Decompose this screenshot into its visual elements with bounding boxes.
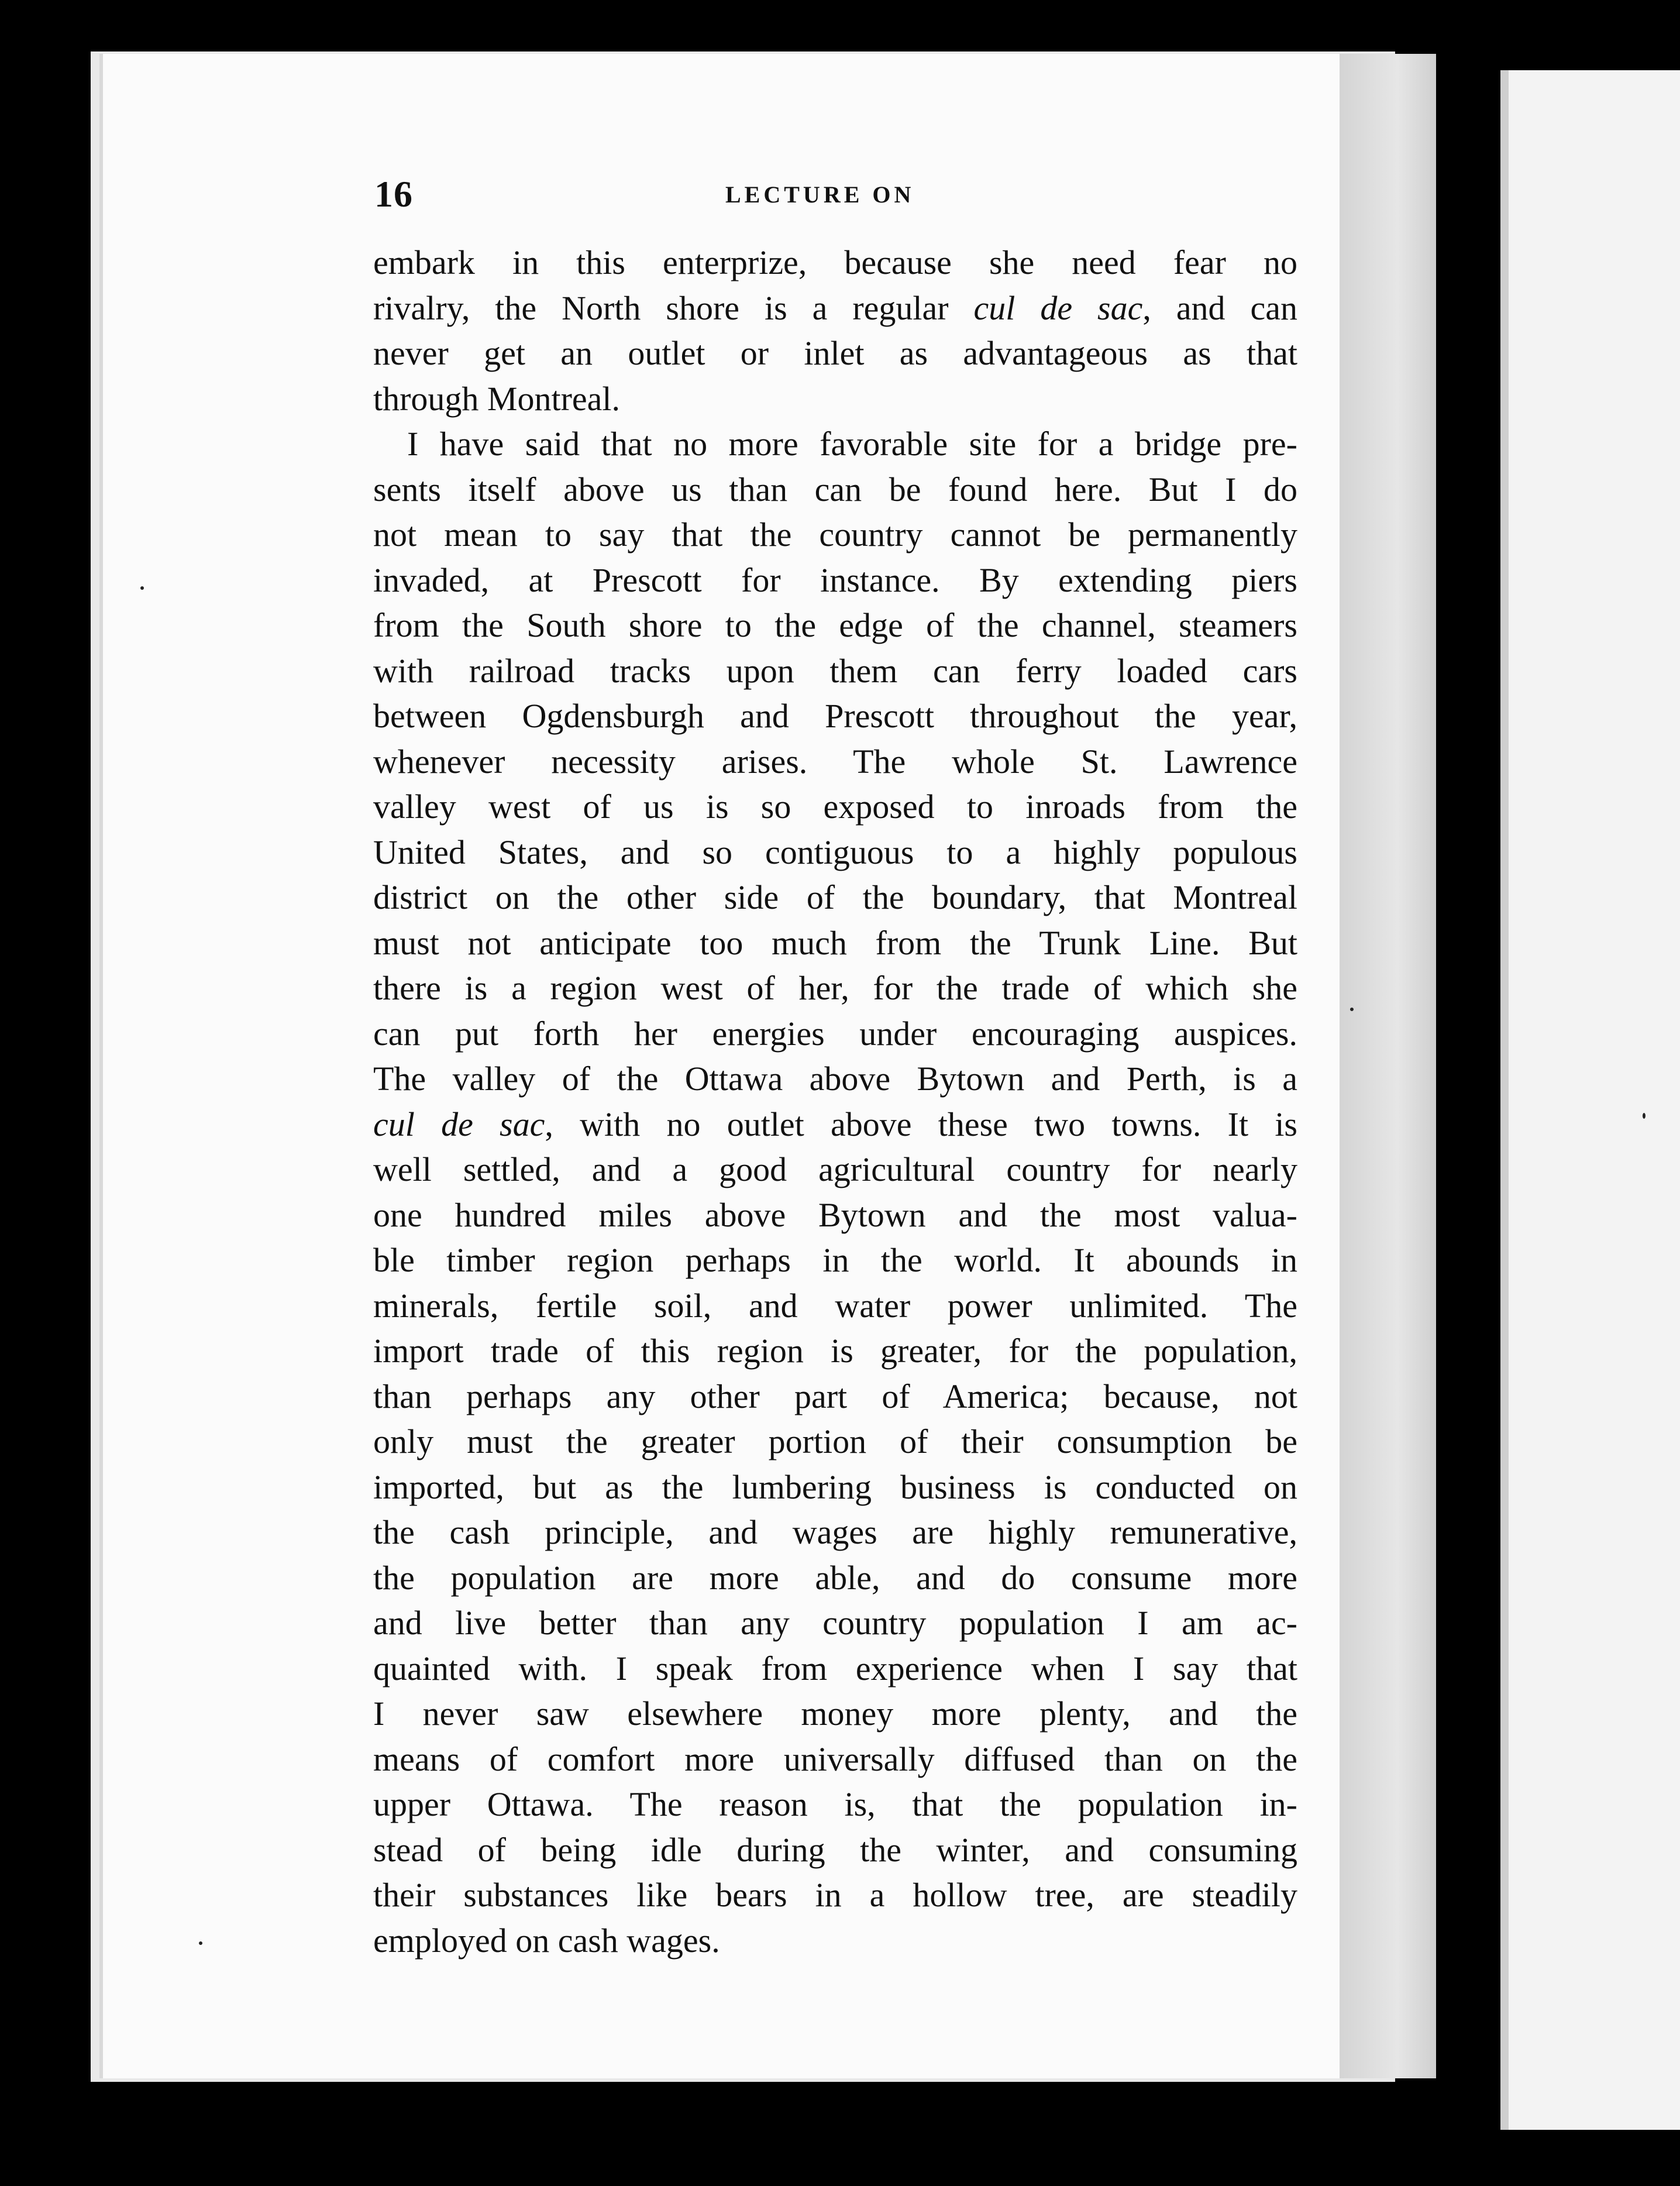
italic-phrase: cul de sac <box>973 288 1143 327</box>
text-line: valley west of us is so exposed to inroads from the <box>373 788 1297 826</box>
text-run: , and can <box>1142 288 1298 327</box>
body-text <box>373 240 1297 1963</box>
scan-speck <box>199 1941 202 1945</box>
text-line: through Montreal. <box>373 379 621 418</box>
page-header <box>374 173 1351 237</box>
text-line: there is a region west of her, for the trade of which she <box>373 969 1297 1007</box>
scan-speck <box>1643 1113 1645 1119</box>
text-line: one hundred miles above Bytown and the most valua- <box>373 1195 1297 1234</box>
facing-page-edge <box>1500 70 1680 2130</box>
text-line <box>373 1102 1297 1147</box>
text-line: the population are more able, and do consume more <box>373 1558 1297 1597</box>
text-run: , with no outlet above these two towns. It is <box>545 1105 1298 1143</box>
text-line: whenever necessity arises. The whole St. Lawrence <box>373 742 1297 781</box>
text-line: import trade of this region is greater, for the population, <box>373 1332 1297 1370</box>
text-line: I never saw elsewhere money more plenty, and the <box>373 1695 1297 1733</box>
text-line: their substances like bears in a hollow tree, are steadily <box>373 1876 1297 1914</box>
text-line: I have said that no more favorable site for a bridge pre- <box>407 425 1297 463</box>
text-line: sents itself above us than can be found here. But I do <box>373 470 1297 508</box>
text-run: rivalry, the North shore is a regular <box>373 288 974 327</box>
text-line: only must the greater portion of their consumption be <box>373 1422 1297 1460</box>
text-line: employed on cash wages. <box>373 1921 720 1960</box>
text-line: well settled, and a good agricultural country for nearly <box>373 1150 1297 1188</box>
page-gutter <box>1340 54 1436 2078</box>
text-line: embark in this enterprize, because she need fear no <box>373 243 1297 281</box>
text-line: ble timber region perhaps in the world. It abounds in <box>373 1241 1297 1279</box>
scan-speck <box>140 586 144 590</box>
text-line: never get an outlet or inlet as advantageous as that <box>373 334 1297 372</box>
page-number: 16 <box>374 173 413 215</box>
text-line: from the South shore to the edge of the channel, steamers <box>373 606 1297 644</box>
text-line: with railroad tracks upon them can ferry loaded cars <box>373 651 1297 690</box>
text-line: can put forth her energies under encouraging auspices. <box>373 1014 1297 1053</box>
text-line: minerals, fertile soil, and water power unlimited. The <box>373 1286 1297 1325</box>
text-line: the cash principle, and wages are highly remunerative, <box>373 1513 1297 1551</box>
text-line <box>373 286 1297 331</box>
text-line: quainted with. I speak from experience when I say that <box>373 1649 1297 1687</box>
text-line: upper Ottawa. The reason is, that the population in- <box>373 1785 1297 1823</box>
text-line: not mean to say that the country cannot be permanently <box>373 515 1297 554</box>
scan-speck <box>1350 1008 1354 1011</box>
text-line: district on the other side of the boundary, that Montreal <box>373 878 1297 916</box>
text-line: stead of being idle during the winter, and consuming <box>373 1830 1297 1869</box>
text-line: between Ogdensburgh and Prescott throughout the year, <box>373 697 1297 735</box>
text-line: United States, and so contiguous to a highly populous <box>373 833 1297 871</box>
running-title: LECTURE ON <box>725 181 915 208</box>
text-line: The valley of the Ottawa above Bytown and Perth, is a <box>373 1060 1297 1098</box>
italic-phrase: cul de sac <box>373 1105 545 1143</box>
text-line: invaded, at Prescott for instance. By extending piers <box>373 561 1297 599</box>
text-line: and live better than any country population I am ac- <box>373 1604 1297 1642</box>
text-line: imported, but as the lumbering business is conducted on <box>373 1467 1297 1506</box>
text-line: means of comfort more universally diffused than on the <box>373 1740 1297 1778</box>
text-line: than perhaps any other part of America; because, not <box>373 1377 1297 1415</box>
text-line: must not anticipate too much from the Trunk Line. But <box>373 923 1297 962</box>
